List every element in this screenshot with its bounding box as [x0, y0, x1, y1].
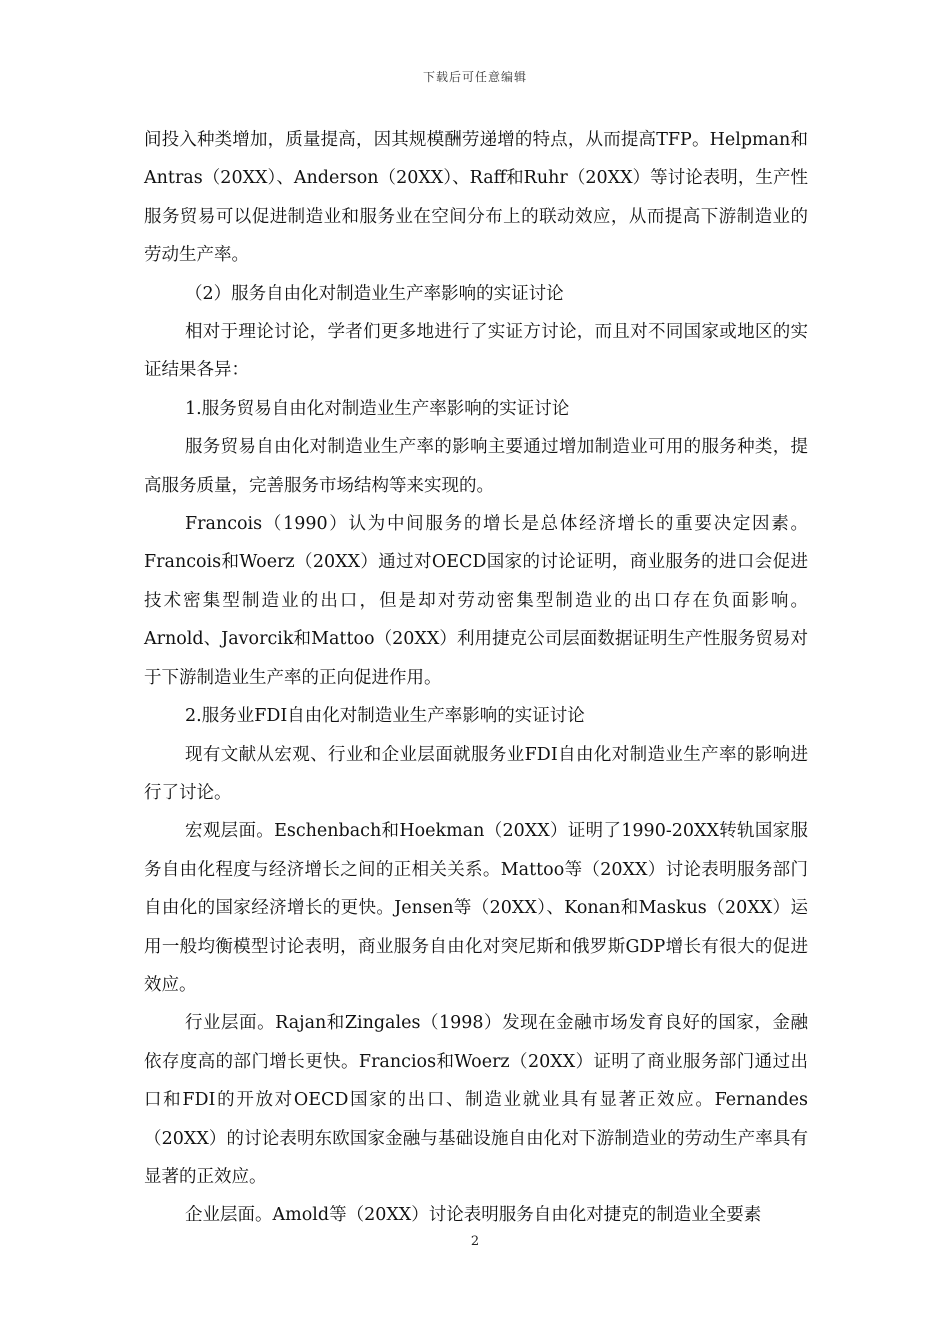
section-heading-empirical: （2）服务自由化对制造业生产率影响的实证讨论	[185, 283, 564, 304]
paragraph-fdi-levels: 现有文献从宏观、行业和企业层面就服务业FDI自由化对制造业生产率的影响进行了讨论。	[144, 744, 808, 803]
page-header: 下载后可任意编辑	[422, 70, 527, 84]
page-number: 2	[470, 1234, 480, 1249]
document-body	[144, 121, 808, 1235]
paragraph-trade-effects: 服务贸易自由化对制造业生产率的影响主要通过增加制造业可用的服务种类，提高服务质量，完善服务市场结构等来实现的。	[144, 437, 808, 496]
paragraph-firm-level: 企业层面。Amold等（20XX）讨论表明服务自由化对捷克的制造业全要素	[185, 1205, 762, 1226]
paragraph-continuation: 间投入种类增加，质量提高，因其规模酬劳递增的特点，从而提高TFP。Helpman和Antras（20XX）、Anderson（20XX）、Raff和Ruhr（20XX）等讨论表明，生产性服务贸易可以促进制造业和服务业在空间分布上的联动效应，从而提高下游制造业的劳动生产率。	[144, 130, 808, 266]
paragraph-industry-level: 行业层面。Rajan和Zingales（1998）发现在金融市场发育良好的国家，金融依存度高的部门增长更快。Francios和Woerz（20XX）证明了商业服务部门通过出口和FDI的开放对OECD国家的出口、制造业就业具有显著正效应。Fernandes（20XX）的讨论表明东欧国家金融与基础设施自由化对下游制造业的劳动生产率具有显著的正效应。	[144, 1013, 808, 1187]
paragraph-francois: Francois（1990）认为中间服务的增长是总体经济增长的重要决定因素。Francois和Woerz（20XX）通过对OECD国家的讨论证明，商业服务的进口会促进技术密集型制造业的出口，但是却对劳动密集型制造业的出口存在负面影响。Arnold、Javorcik和Mattoo（20XX）利用捷克公司层面数据证明生产性服务贸易对于下游制造业生产率的正向促进作用。	[144, 514, 808, 688]
paragraph-macro-level: 宏观层面。Eschenbach和Hoekman（20XX）证明了1990-20XX转轨国家服务自由化程度与经济增长之间的正相关关系。Mattoo等（20XX）讨论表明服务部门自由化的国家经济增长的更快。Jensen等（20XX）、Konan和Maskus（20XX）运用一般均衡模型讨论表明，商业服务自由化对突尼斯和俄罗斯GDP增长有很大的促进效应。	[144, 821, 808, 995]
paragraph-intro-empirical: 相对于理论讨论，学者们更多地进行了实证方讨论，而且对不同国家或地区的实证结果各异：	[144, 322, 808, 381]
subheading-trade-liberalization: 1.服务贸易自由化对制造业生产率影响的实证讨论	[185, 398, 570, 419]
subheading-fdi-liberalization: 2.服务业FDI自由化对制造业生产率影响的实证讨论	[185, 706, 585, 727]
